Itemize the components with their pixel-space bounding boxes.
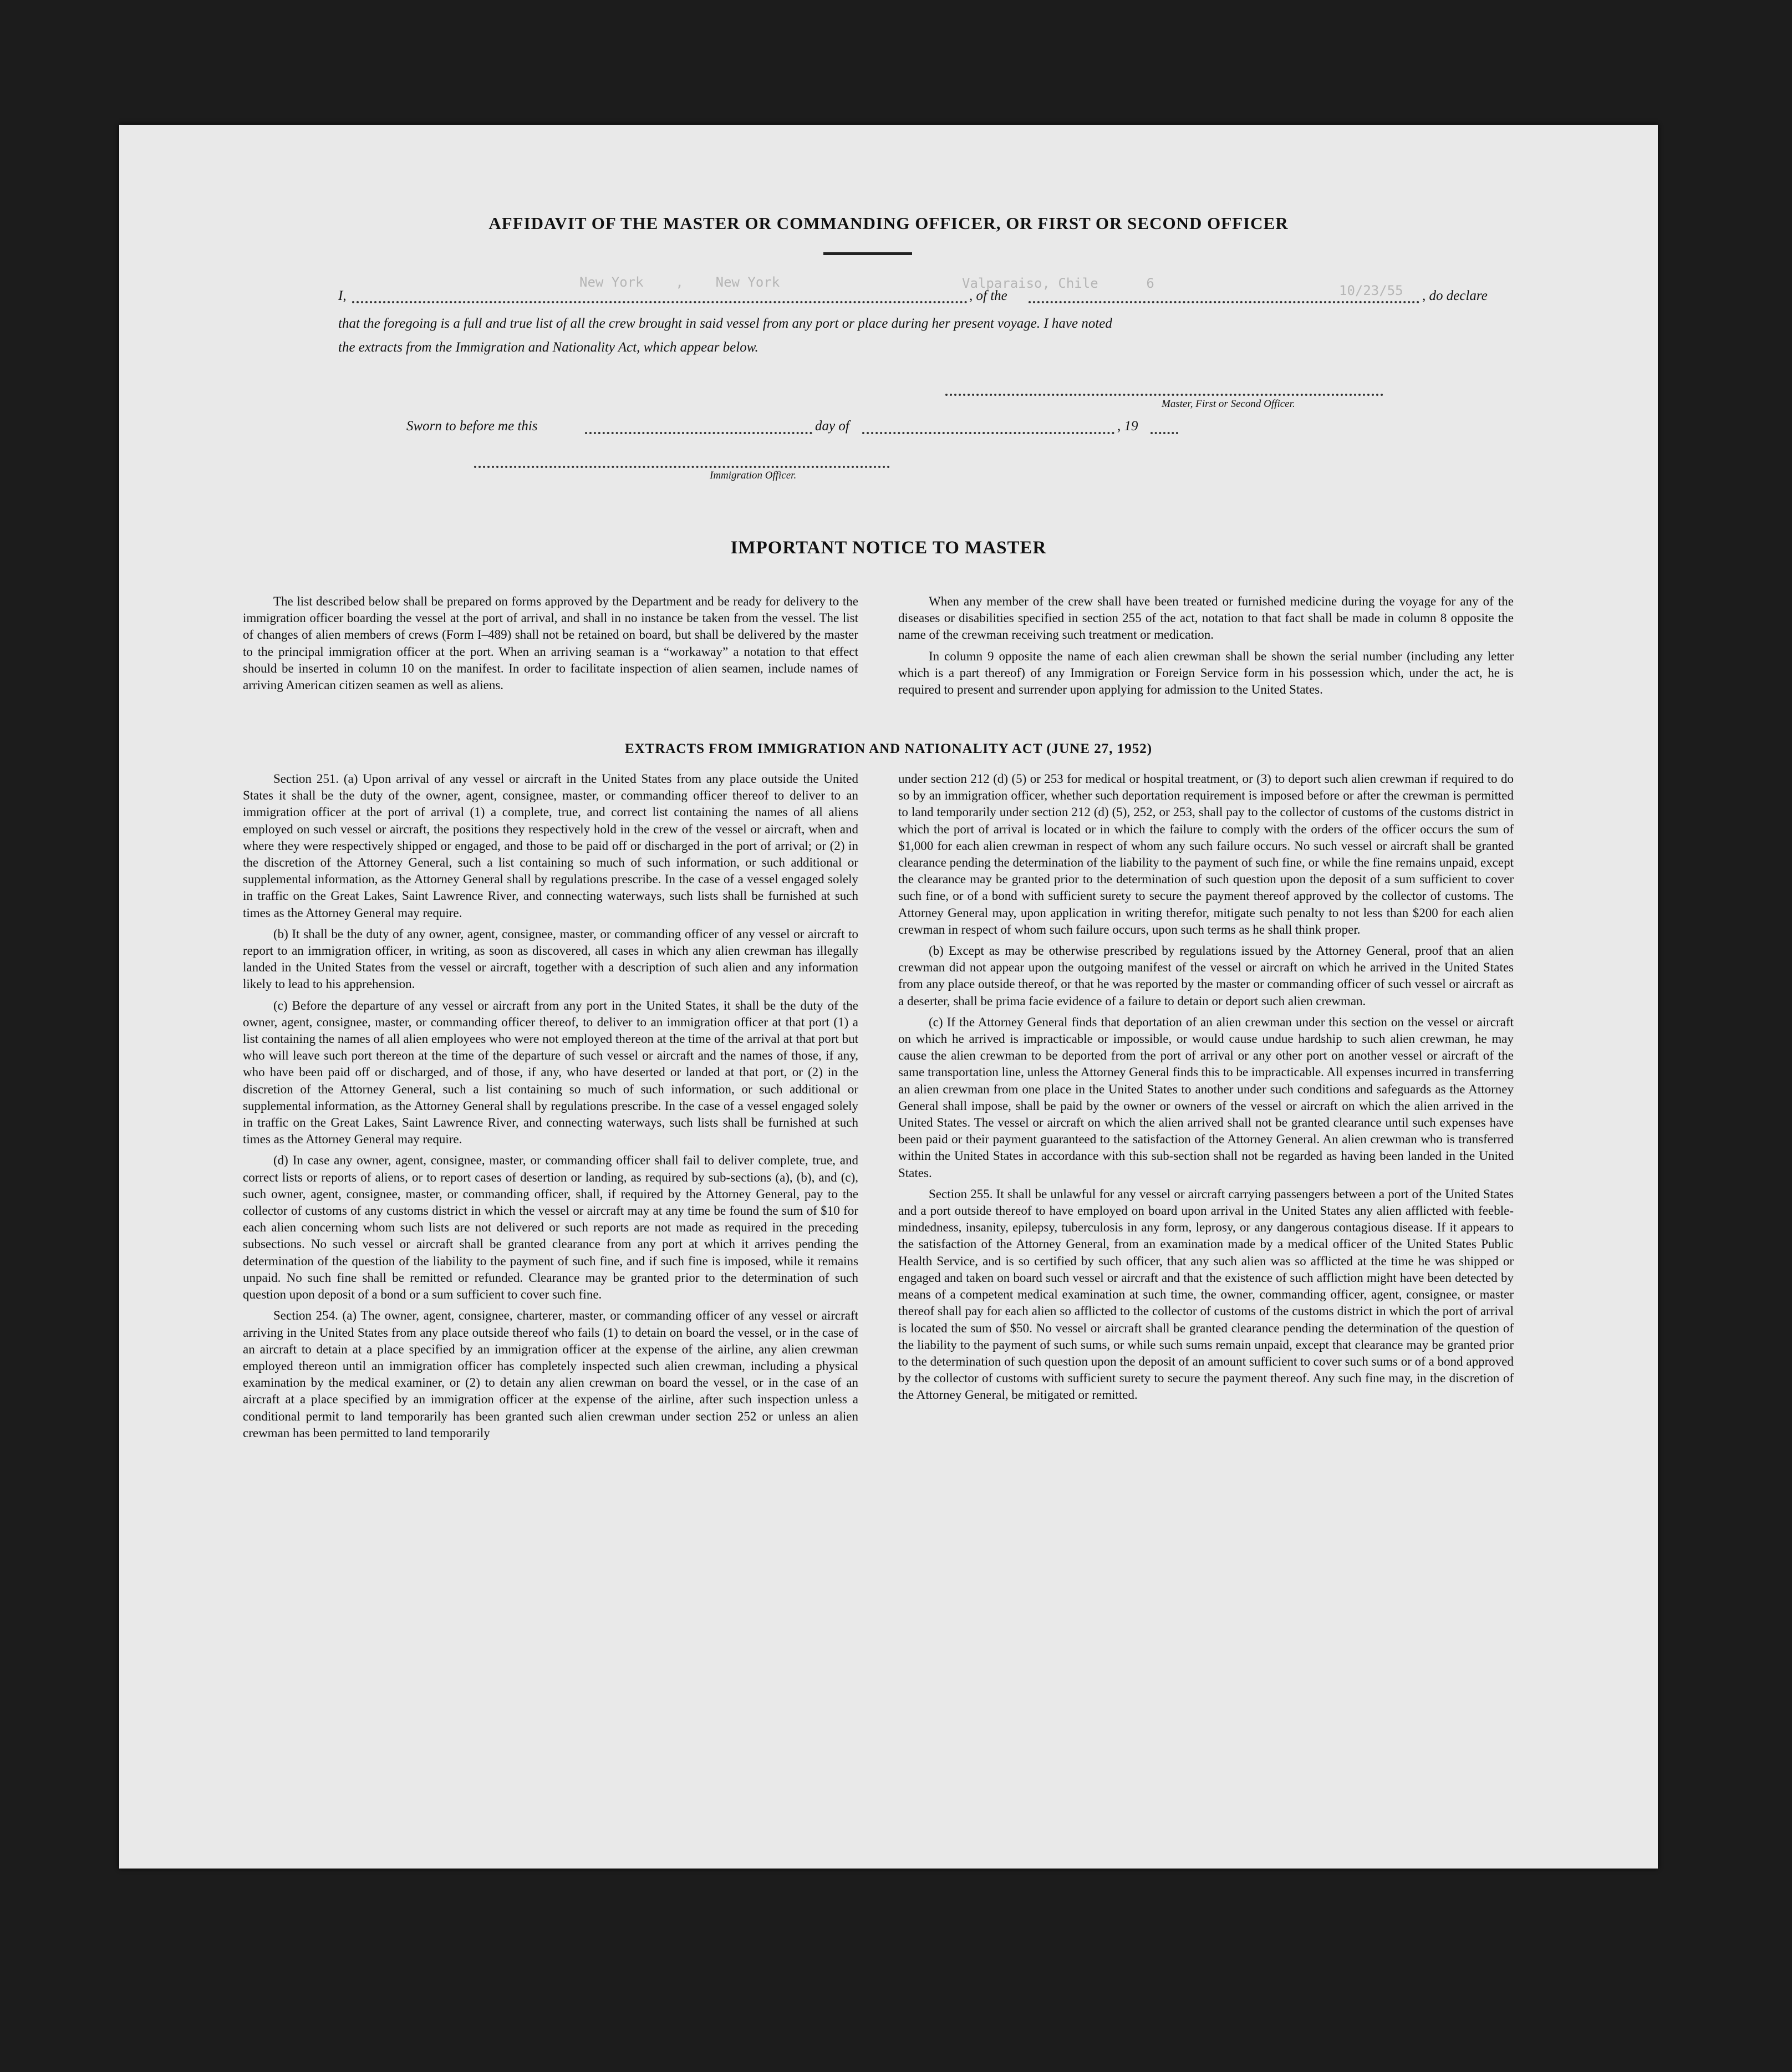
sworn-label: Sworn to before me this (406, 419, 538, 434)
immigration-officer-label: Immigration Officer. (710, 470, 797, 481)
sworn-year-field[interactable] (1150, 432, 1178, 434)
extracts-right-column (898, 771, 1514, 1408)
extract-paragraph: Section 251. (a) Upon arrival of any vessel or aircraft in the United States from any place outside the United States it shall be the duty of the owner, agent, consignee, master, or commanding officer thereof to deliver to an immigration officer at the port of arrival (1) a complete, true, and correct list containing the names of all aliens employed on such vessel or aircraft, the positions they respectively hold in the crew of the vessel or aircraft, when and where they were respectively shipped or engaged, and those to be paid off or discharged in the port of arrival; or (2) in the discretion of the Attorney General, such a list containing so much of such information, or such additional or supplemental information, as the Attorney General shall by regulations prescribe. In the case of a vessel engaged solely in traffic on the Great Lakes, Saint Lawrence River, and connecting waterways, such lists shall be furnished at such times as the Attorney General may require. (243, 772, 858, 920)
day-of-label: day of (815, 419, 849, 434)
affidavit-statement-line2: the extracts from the Immigration and Nationality Act, which appear below. (338, 340, 758, 355)
affidavit-i-label: I, (338, 288, 347, 303)
affidavit-of-the-label: , of the (969, 288, 1007, 303)
affidavit-title: AFFIDAVIT OF THE MASTER OR COMMANDING OFFICER, OR FIRST OR SECOND OFFICER (488, 213, 1289, 233)
master-name-field[interactable] (352, 301, 968, 303)
affidavit-do-declare-label: , do declare (1422, 288, 1488, 303)
extract-paragraph: under section 212 (d) (5) or 253 for medical or hospital treatment, or (3) to deport such alien crewman if required to do so by an immigration officer, whether such deportation requirement is imposed before or after the crewman is permitted to land temporarily under section 212 (d) (5), 252, or 253, shall pay to the collector of customs of the customs district in which the port of arrival is located or in which the failure to comply with the orders of the officer occurs the sum of $1,000 for each alien crewman in respect of whom any such failure occurs. No such vessel or aircraft shall be granted clearance pending the determination of the liability to the payment of such fine, or while the fine remains unpaid, except the clearance may be granted prior to the determination of such question upon the deposit of a sum sufficient to cover such fine, or of a bond with sufficient surety to secure the payment thereof approved by the collector of customs. The Attorney General may, upon application in writing therefor, mitigate such penalty to not less than $200 for each alien crewman in respect of whom such failure occurs, upon such terms as he shall think proper. (898, 772, 1514, 936)
extracts-title: EXTRACTS FROM IMMIGRATION AND NATIONALITY ACT (JUNE 27, 1952) (624, 741, 1153, 756)
vessel-name-field[interactable] (1029, 301, 1419, 303)
extract-paragraph: (c) Before the departure of any vessel or aircraft from any port in the United States, it shall be the duty of the owner, agent, consignee, master, or commanding officer thereof, to deliver to an immigration officer at that port (1) a list containing the names of all alien employees who were not employed thereon at the time of the arrival at that port but who will leave such port thereon at the time of the departure of such vessel or aircraft and the names of those, if any, who have been paid off or discharged, and of those, if any, who have deserted or landed at that port, or (2) in the discretion of the Attorney General, such a list containing so much of such information, or such additional or supplemental information, as the Attorney General shall by regulations prescribe. In the case of a vessel engaged solely in traffic on the Great Lakes, Saint Lawrence River, and connecting waterways, such lists shall be furnished at such times as the Attorney General may require. (243, 998, 858, 1147)
notice-paragraph: The list described below shall be prepared on forms approved by the Department and be ready for delivery to the immigration officer boarding the vessel at the port of arrival, and shall in no instance be taken from the vessel. The list of changes of alien members of crews (Form I–489) shall not be retained on board, but shall be delivered by the master to the principal immigration officer at the port. When an arriving seaman is a “workaway” a notation to that effect should be inserted in column 10 on the manifest. In order to facilitate inspection of alien seamen, include names of arriving American citizen seamen as well as aliens. (243, 594, 858, 693)
immigration-officer-signature-field[interactable] (474, 466, 890, 468)
sworn-day-field[interactable] (585, 432, 812, 434)
extract-paragraph: Section 254. (a) The owner, agent, consignee, charterer, master, or commanding officer of any vessel or aircraft arriving in the United States from any place outside thereof who fails (1) to detain on board the vessel, or in the case of an aircraft to detain at a place specified by an immigration officer at the expense of the airline, any alien crewman employed thereon until an immigration officer has completely inspected such alien crewman, including a physical examination by the medical examiner, or (2) to detain any alien crewman on board the vessel, or in the case of an aircraft at a place specified by an immigration officer at the expense of the airline, after such inspection unless a conditional permit to land temporarily has been granted such alien crewman under section 252 or unless an alien crewman has been permitted to land temporarily (243, 1309, 858, 1440)
notice-paragraph: In column 9 opposite the name of each alien crewman shall be shown the serial number (including any letter which is a part thereof) of any Immigration or Foreign Service form in his possession which, under the act, he is required to present and surrender upon applying for admission to the United States. (898, 649, 1514, 697)
extract-paragraph: (d) In case any owner, agent, consignee, master, or commanding officer shall fail to deliver complete, true, and correct lists or reports of aliens, or to report cases of desertion or landing, as required by sub-sections (a), (b), and (c), such owner, agent, consignee, master, or commanding officer, shall, if required by the Attorney General, pay to the collector of customs of any customs district in which the vessel or aircraft may at any time be found the sum of $10 for each alien concerning whom such lists are not delivered or such reports are not made as required in the preceding subsections. No such vessel or aircraft shall be granted clearance from any port at which it arrives pending the determination of the question of the liability to the payment of such fine, and if such fine is imposed, while it remains unpaid. No such fine shall be remitted or refunded. Clearance may be granted prior to the determination of such question upon deposit of a bond or a sum sufficient to cover such fine. (243, 1153, 858, 1302)
extract-paragraph: (c) If the Attorney General finds that deportation of an alien crewman under this section on the vessel or aircraft on which he arrived is impracticable or impossible, or would cause undue hardship to such alien crewman, he may cause the alien crewman to be deported from the port of arrival or any other port on another vessel or aircraft of the same transportation line, unless the Attorney General finds this to be impracticable. All expenses incurred in transferring an alien crewman from one place in the United States to another under such conditions and safeguards as the Attorney General shall impose, shall be paid by the owner or owners of the vessel or aircraft on which the alien arrived in the United States. The vessel or aircraft on which the alien arrived shall not be granted clearance until such expenses have been paid or their payment guaranteed to the satisfaction of the Attorney General. An alien crewman who is transferred within the United States in accordance with this sub-section shall not be regarded as having been landed in the United States. (898, 1015, 1514, 1180)
extracts-left-column (243, 771, 858, 1446)
notice-title: IMPORTANT NOTICE TO MASTER (730, 538, 1047, 558)
master-signature-label: Master, First or Second Officer. (1162, 398, 1295, 410)
extract-paragraph: (b) Except as may be otherwise prescribed by regulations issued by the Attorney General, proof that an alien crewman did not appear upon the outgoing manifest of the vessel or aircraft on which he arrived in the United States from any place outside thereof, or that he was reported by the master or commanding officer of such vessel or aircraft as a deserter, shall be prima facie evidence of a failure to detain or deport such alien crewman. (898, 944, 1514, 1008)
document-page: New York , New York Valparaiso, Chile 6 10/23/55 AFFIDAVIT OF THE MASTER OR COMMANDING OFFICER, OR FIRST OR SECOND OFFICER I, , of the , do declare that the foregoing is a full and true list of all the crew brought in said vessel from any port or place during her present voyage. I have noted the extracts from the Immigration and Nationality Act, which appear below. Master, First or Second Officer. Sworn to before me this day of , 19 Immigration Officer. IMPORTANT NOTICE TO MASTER The list described below shall be prepared on forms approved by the Department and be ready for delivery to the immigration officer boarding the vessel at the port of arrival, and shall in no instance be taken from the vessel. The list of changes of alien members of crews (Form I–489) shall not be retained on board, but shall be delivered by the master to the principal immigration officer at the port. When an arriving seaman is a “workaway” a notation to that effect should be inserted in column 10 on the manifest. In order to facilitate inspection of alien seamen, include names of arriving American citizen seamen as well as aliens. When any member of the crew shall have been treated or furnished medicine during the voyage for any of the diseases or disabilities specified in section 255 of the act, notation to that fact shall be made in column 8 opposite the name of the crewman receiving such treatment or medication. In column 9 opposite the name of each alien crewman shall be shown the serial number (including any letter which is a part thereof) of any Immigration or Foreign Service form in his possession which, under the act, he is required to present and surrender upon applying for admission to the United States. EXTRACTS FROM IMMIGRATION AND NATIONALITY ACT (JUNE 27, 1952) Section 251. (a) Upon arrival of any vessel or aircraft in the United States from any place outside the United States it shall be the duty of the owner, agent, consignee, master, or commanding officer thereof to deliver to an immigration officer at the port of arrival (1) a complete, true, and correct list containing the names of all aliens employed on such vessel or aircraft, the positions they respectively hold in the crew of the vessel or aircraft, when and where they were respectively shipped or engaged, and those to be paid off or discharged in the port of arrival; or (2) in the discretion of the Attorney General, such a list containing so much of such information, or such additional or supplemental information, as the Attorney General shall by regulations prescribe. In the case of a vessel engaged solely in traffic on the Great Lakes, Saint Lawrence River, and connecting waterways, such lists shall be furnished at such times as the Attorney General may require. (b) It shall be the duty of any owner, agent, consignee, master, or commanding officer of any vessel or aircraft to report to an immigration officer, in writing, as soon as discovered, all cases in which any alien crewman has illegally landed in the United States from the vessel or aircraft, together with a description of such alien and any information likely to lead to his apprehension. (c) Before the departure of any vessel or aircraft from any port in the United States, it shall be the duty of the owner, agent, consignee, master, or commanding officer thereof, to deliver to an immigration officer at that port (1) a list containing the names of all alien employees who were not employed thereon at the time of the arrival at that port but who will leave such port thereon at the time of the departure of such vessel or aircraft and the names of those, if any, who have been paid off or discharged, and of those, if any, who have deserted or landed at that port, or (2) in the discretion of the Attorney General, such a list containing so much of such information, or such additional or supplemental information, as the Attorney General shall by regulations prescribe. In the case of a vessel engaged solely in traffic on the Great Lakes, Saint Lawrence River, and connecting waterways, such lists shall be furnished at such times as the Attorney General may require. (d) In case any owner, agent, consignee, master, or commanding officer shall fail to deliver complete, true, and correct lists or reports of aliens, or to report cases of desertion or landing, as required by sub-sections (a), (b), and (c), such owner, agent, consignee, master, or commanding officer, shall, if required by the Attorney General, pay to the collector of customs of any customs district in which the vessel or aircraft may at any time be found the sum of $10 for each alien concerning whom such lists are not delivered or such reports are not made as required in the preceding subsections. No such vessel or aircraft shall be granted clearance from any port at which it arrives pending the determination of the question of the liability to the payment of such fine, and if such fine is imposed, while it remains unpaid. No such fine shall be remitted or refunded. Clearance may be granted prior to the determination of such question upon deposit of a bond or a sum sufficient to cover such fine. Section 254. (a) The owner, agent, consignee, charterer, master, or commanding officer of any vessel or aircraft arriving in the United States from any place outside thereof who fails (1) to detain on board the vessel, or in the case of an aircraft to detain at a place specified by an immigration officer at the expense of the airline, any alien crewman employed thereon until an immigration officer has completely inspected such alien crewman, including a physical examination by the medical examiner, or (2) to detain any alien crewman on board the vessel, or in the case of an aircraft at a place specified by an immigration officer at the expense of the airline, after such inspection unless a conditional permit to land temporarily has been granted such alien crewman under section 252 or unless an alien crewman has been permitted to land temporarily under section 212 (d) (5) or 253 for medical or hospital treatment, or (3) to deport such alien crewman if required to do so by an immigration officer, whether such deportation requirement is imposed before or after the crewman is permitted to land temporarily under section 212 (d) (5), 252, or 253, shall pay to the collector of customs of the customs district in which the port of arrival is located or in which the failure to comply with the orders of the officer occurs the sum of $1,000 for each alien crewman in respect of whom any such failure occurs. No such vessel or aircraft shall be granted clearance pending the determination of the liability to the payment of such fine, or while the fine remains unpaid, except the clearance may be granted prior to the determination of such question upon the deposit of a sum sufficient to cover such fine, or of a bond with sufficient surety to secure the payment thereof approved by the collector of customs. The Attorney General may, upon application in writing therefor, mitigate such penalty to not less than $200 for each alien crewman in respect of whom such failure occurs, upon such terms as he shall think proper. (b) Except as may be otherwise prescribed by regulations issued by the Attorney General, proof that an alien crewman did not appear upon the outgoing manifest of the vessel or aircraft on which he arrived in the United States from any place outside thereof, or that he was reported by the master or commanding officer of such vessel or aircraft as a deserter, shall be prima facie evidence of a failure to detain or deport such alien crewman. (c) If the Attorney General finds that deportation of an alien crewman under this section on the vessel or aircraft on which he arrived is impracticable or impossible, or would cause undue hardship to such alien crewman, he may cause the alien crewman to be deported from the port of arrival or any other port on another vessel or aircraft of the same transportation line, unless the Attorney General finds this to be impracticable. All expenses incurred in transferring an alien crewman from one place in the United States to another under such conditions and safeguards as the Attorney General shall impose, shall be paid by the owner or owners of the vessel or aircraft on which the alien arrived in the United States. The vessel or aircraft on which the alien arrived shall not be granted clearance until such expenses have been paid or their payment guaranteed to the satisfaction of the Attorney General. An alien crewman who is transferred within the United States in accordance with this sub-section shall not be regarded as having been landed in the United States. Section 255. It shall be unlawful for any vessel or aircraft carrying passengers between a port of the United States and a port outside thereof to have employed on board upon arrival in the United States any alien afflicted with feeble-mindedness, insanity, epilepsy, tuberculosis in any form, leprosy, or any dangerous contagious disease. If it appears to the satisfaction of the Attorney General, from an examination made by a medical officer of the United States Public Health Service, and is so certified by such officer, that any such alien was so afflicted at the time he was shipped or engaged and taken on board such vessel or aircraft and that the existence of such affliction might have been detected by means of a competent medical examination at such time, the owner, commanding officer, agent, consignee, or master thereof shall pay for each alien so afflicted to the collector of customs of the customs district in which the port of arrival is located the sum of $50. No vessel or aircraft shall be granted clearance pending the determination of the question of the liability to the payment of such sums, or while such sums remain unpaid, except that clearance may be granted prior to the determination of such question upon the deposit of an amount sufficient to cover such sums or of a bond approved by the collector of customs with sufficient surety to secure the payment thereof. Any such fine may, in the discretion of the Attorney General, be mitigated or remitted. (119, 125, 1658, 1869)
extract-paragraph: (b) It shall be the duty of any owner, agent, consignee, master, or commanding officer of any vessel or aircraft to report to an immigration officer, in writing, as soon as discovered, all cases in which any alien crewman has illegally landed in the United States from the vessel or aircraft, together with a description of such alien and any information likely to lead to his apprehension. (243, 926, 858, 991)
affidavit-statement-line1: that the foregoing is a full and true list of all the crew brought in said vessel from any port or place during her present voyage. I have noted (338, 316, 1112, 331)
title-rule (823, 252, 912, 255)
year-label: , 19 (1117, 419, 1138, 434)
master-signature-field[interactable] (945, 394, 1383, 396)
extract-paragraph: Section 255. It shall be unlawful for any vessel or aircraft carrying passengers between a port of the United States and a port outside thereof to have employed on board upon arrival in the United States any alien afflicted with feeble-mindedness, insanity, epilepsy, tuberculosis in any form, leprosy, or any dangerous contagious disease. If it appears to the satisfaction of the Attorney General, from an examination made by a medical officer of the United States Public Health Service, and is so certified by such officer, that any such alien was so afflicted at the time he was shipped or engaged and taken on board such vessel or aircraft and that the existence of such affliction might have been detected by means of a competent medical examination at such time, the owner, commanding officer, agent, consignee, or master thereof shall pay for each alien so afflicted to the collector of customs of the customs district in which the port of arrival is located the sum of $50. No vessel or aircraft shall be granted clearance pending the determination of the question of the liability to the payment of such sums, or while such sums remain unpaid, except that clearance may be granted prior to the determination of such question upon the deposit of an amount sufficient to cover such sums or of a bond approved by the collector of customs with sufficient surety to secure the payment thereof. Any such fine may, in the discretion of the Attorney General, be mitigated or remitted. (898, 1187, 1514, 1402)
sworn-month-field[interactable] (862, 432, 1114, 434)
notice-paragraph: When any member of the crew shall have been treated or furnished medicine during the voyage for any of the diseases or disabilities specified in section 255 of the act, notation to that fact shall be made in column 8 opposite the name of the crewman receiving such treatment or medication. (898, 594, 1514, 642)
notice-right-column (898, 593, 1514, 702)
notice-left-column (243, 593, 858, 698)
